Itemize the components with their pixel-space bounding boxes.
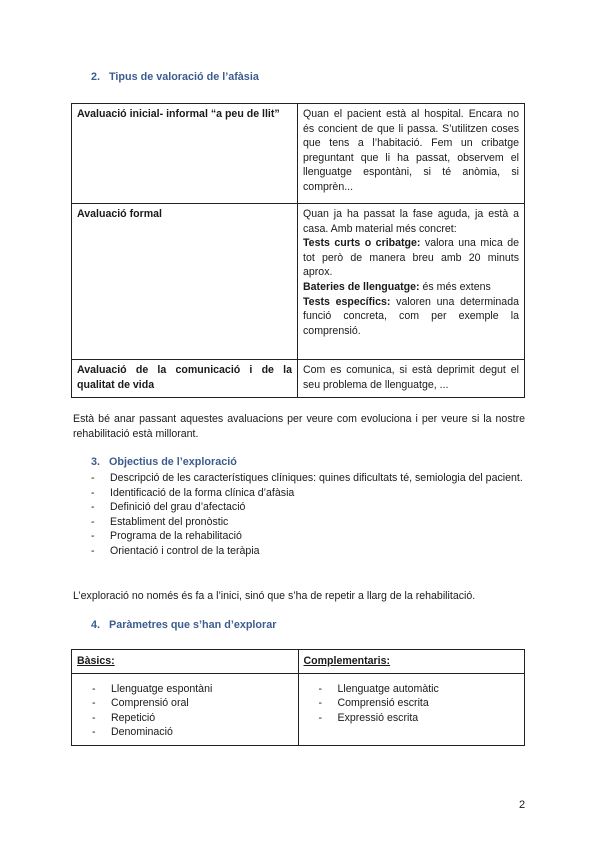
list-item-text: Definició del grau d’afectació [110,501,246,514]
assessment-types-table [71,103,525,398]
row-label: Avaluació inicial- informal “a peu de llit” [72,104,298,204]
list-item-text: Expressió escrita [337,711,419,724]
section-title: Objectius de l’exploració [109,456,237,468]
test-description: és més extens [419,280,491,293]
section-number: 4. [91,619,101,631]
list-item [91,529,525,544]
list-item-text: Identificació de la forma clínica d’afàsia [110,486,295,499]
list-item [92,711,293,726]
test-description: valora una mica de tot però de manera breu amb 20 minuts aprox. [303,237,519,279]
dash-bullet: - [91,544,95,557]
list-item-text: Establiment del pronòstic [110,515,229,528]
list-item [92,682,293,697]
table-row [72,673,525,745]
test-description: valoren una determinada funció concreta, com per exemple la comprensió. [303,295,519,337]
row-label: Avaluació formal [72,204,298,360]
test-name: Tests curts o cribatge: [303,237,421,250]
section-2-heading [91,71,259,83]
dash-bullet: - [318,682,323,695]
evaluation-paragraph: Està bé anar passant aquestes avaluacions per veure com evoluciona i per veure si la nostre rehabilitació està millorant. [73,413,525,440]
exploration-paragraph: L’exploració no només és fa a l’inici, sinó que s’ha de repetir a llarg de la rehabilitació. [73,590,476,602]
row-description: Com es comunica, si està deprimit degut el seu problema de llenguatge, ... [298,360,525,398]
dash-bullet: - [92,682,96,695]
list-item [319,682,520,697]
list-item-text: Orientació i control de la teràpia [110,544,260,557]
list-item [92,725,293,740]
list-item [92,696,293,711]
dash-bullet: - [318,711,323,724]
list-item [91,486,525,501]
dash-bullet: - [91,530,95,543]
list-item-text: Llenguatge automàtic [337,682,439,695]
list-item [91,515,525,530]
dash-bullet: - [91,486,95,499]
dash-bullet: - [91,472,95,484]
row-intro: Quan ja ha passat la fase aguda, ja està a casa. Amb material més concret: [303,208,519,235]
list-item [91,471,525,486]
section-3-heading [91,456,237,468]
dash-bullet: - [91,501,95,514]
basics-header: Bàsics: [72,650,299,674]
page-number: 2 [519,799,526,811]
dash-bullet: - [91,515,95,528]
list-item-text: Repetició [111,711,156,724]
list-item-text: Denominació [111,726,173,739]
list-item-text: Comprensió escrita [337,697,429,710]
row-label: Avaluació de la comunicació i de la qualitat de vida [72,360,298,398]
list-item-text: Descripció de les característiques clíniques: quines dificultats té, semiologia del pacient. [110,472,523,484]
list-item [91,544,525,559]
basics-cell [72,673,299,745]
section-title: Paràmetres que s’han d’explorar [109,619,277,631]
test-item [303,295,519,339]
table-row [72,360,525,398]
list-item-text: Programa de la rehabilitació [110,530,242,543]
list-item [319,696,520,711]
test-name: Bateries de llenguatge: [303,280,420,293]
list-item-text: Comprensió oral [111,697,189,710]
dash-bullet: - [318,697,323,710]
section-number: 2. [91,71,101,83]
test-item [303,236,519,280]
complementary-header: Complementaris: [298,650,525,674]
dash-bullet: - [92,726,96,739]
section-4-heading [91,619,276,631]
row-description [298,204,525,360]
table-row [72,104,525,204]
list-item [91,500,525,515]
table-header-row [72,650,525,674]
table-row [72,204,525,360]
list-item-text: Llenguatge espontàni [111,682,213,695]
test-name: Tests específics: [303,295,391,308]
dash-bullet: - [92,697,96,710]
complementary-cell [298,673,525,745]
objectives-list [91,471,525,559]
section-number: 3. [91,456,101,468]
list-item [319,711,520,726]
section-title: Tipus de valoració de l’afàsia [109,71,259,83]
row-description: Quan el pacient està al hospital. Encara no és concient de que li passa. S’utilitzen coses que tens a l’habitació. Fem un cribatge preguntant que li ha passat, observem el llenguatge espontàni, si té anòmia, si comprèn... [298,104,525,204]
dash-bullet: - [92,711,96,724]
parameters-table [71,649,525,746]
test-item [303,280,519,295]
